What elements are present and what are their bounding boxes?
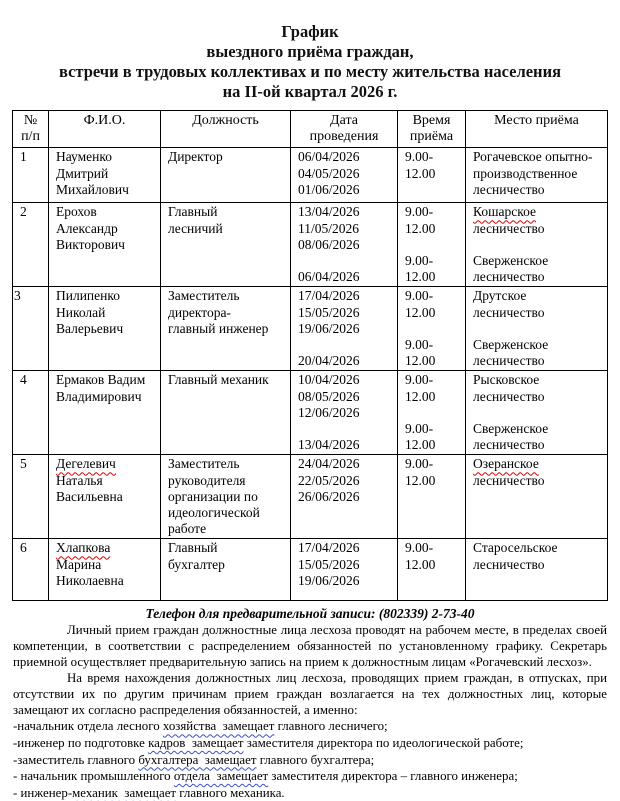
cell-num: 6	[13, 539, 49, 601]
cell-place: Старосельское лесничество	[466, 539, 608, 601]
cell-fio: Пилипенко Николай Валерьевич	[49, 287, 161, 371]
cell-dates: 17/04/2026 15/05/2026 19/06/2026 20/04/2026	[291, 287, 398, 371]
cell-position: Главный бухгалтер	[161, 539, 291, 601]
header-fio: Ф.И.О.	[49, 111, 161, 148]
table-row	[13, 148, 608, 203]
title-line-3: встречи в трудовых коллективах и по месту жительства населения	[58, 62, 562, 81]
cell-place: Друтское лесничество Сверженское лесничество	[466, 287, 608, 371]
substitution-item: -инженер по подготовке кадров замещает заместителя директора по идеологической работе;	[13, 736, 524, 751]
header-position: Должность	[161, 111, 291, 148]
header-time: Время приёма	[398, 111, 466, 148]
substitution-item: -начальник отдела лесного хозяйства замещает главного лесничего;	[13, 719, 388, 734]
grammar-flagged-text: отдела замещает	[173, 769, 269, 784]
cell-fio: Дегелевич Наталья Васильевна	[49, 455, 161, 539]
table-row	[13, 539, 608, 601]
misspelled-word: Дегелевич	[56, 456, 116, 472]
grammar-flagged-text: кадров замещает	[148, 736, 244, 751]
paragraph-reception-info: Личный прием граждан должностные лица лесхоза проводят на рабочем месте, в пределах своей компетенции, в соответствии с распределением обязанностей по установленному графику. Секретарь приемной осуществляет предварительную запись на прием к должностным лицам «Рогачевский лесхоз».	[13, 623, 607, 670]
cell-fio: Хлапкова Марина Николаевна	[49, 539, 161, 601]
substitution-item: - инженер-механик замещает главного механика.	[13, 785, 285, 800]
cell-times: 9.00- 12.00 9.00- 12.00	[398, 287, 466, 371]
table-row	[13, 287, 608, 371]
table-row	[13, 371, 608, 455]
cell-position: Директор	[161, 148, 291, 203]
cell-place: Рысковское лесничество Сверженское лесничество	[466, 371, 608, 455]
cell-num: 5	[13, 455, 49, 539]
cell-times: 9.00- 12.00	[398, 148, 466, 203]
substitution-list	[13, 718, 607, 801]
cell-times: 9.00- 12.00	[398, 539, 466, 601]
grammar-flagged-text: хозяйства замещает	[162, 719, 275, 734]
grammar-flagged-text: механик замещает	[72, 785, 177, 800]
header-num: № п/п	[13, 111, 49, 148]
cell-position: Заместитель директора- главный инженер	[161, 287, 291, 371]
cell-dates: 06/04/2026 04/05/2026 01/06/2026	[291, 148, 398, 203]
table-row	[13, 203, 608, 287]
cell-place: Кошарское лесничество Сверженское лесничество	[466, 203, 608, 287]
misspelled-word: Хлапкова	[56, 540, 111, 556]
cell-place: Озеранское лесничество	[466, 455, 608, 539]
title-line-1: График	[281, 22, 339, 41]
cell-position: Заместитель руководителя организации по идеологической работе	[161, 455, 291, 539]
cell-position: Главный лесничий	[161, 203, 291, 287]
cell-dates: 10/04/2026 08/05/2026 12/06/2026 13/04/2026	[291, 371, 398, 455]
cell-num: 3	[13, 287, 49, 371]
cell-place: Рогачевское опытно- производственное лесничество	[466, 148, 608, 203]
table-header-row	[13, 111, 608, 148]
document-title	[0, 22, 620, 102]
cell-num: 2	[13, 203, 49, 287]
header-date: Дата проведения	[291, 111, 398, 148]
title-line-2: выездного приёма граждан,	[206, 42, 414, 61]
substitution-item: -заместитель главного бухгалтера замещает главного бухгалтера;	[13, 752, 375, 767]
cell-num: 1	[13, 148, 49, 203]
cell-position: Главный механик	[161, 371, 291, 455]
phone-line: Телефон для предварительной записи: (802339) 2-73-40	[145, 606, 475, 622]
header-place: Место приёма	[466, 111, 608, 148]
misspelled-word: Кошарское	[473, 204, 536, 220]
cell-dates: 24/04/2026 22/05/2026 26/06/2026	[291, 455, 398, 539]
cell-dates: 17/04/2026 15/05/2026 19/06/2026	[291, 539, 398, 601]
cell-fio: Ермаков Вадим Владимирович	[49, 371, 161, 455]
grammar-flagged-text: бухгалтера замещает	[138, 752, 257, 767]
cell-dates: 13/04/2026 11/05/2026 08/06/2026 06/04/2026	[291, 203, 398, 287]
cell-times: 9.00- 12.00 9.00- 12.00	[398, 371, 466, 455]
paragraph-substitution-intro: На время нахождения должностных лиц лесхоза, проводящих прием граждан, в отпусках, при отсутствии их по другим причинам прием граждан возлагается на тех должностных лиц, которые замещают их согласно распределения обязанностей, а именно:	[13, 671, 607, 718]
document-page	[0, 22, 620, 798]
table-row	[13, 455, 608, 539]
cell-fio: Ерохов Александр Викторович	[49, 203, 161, 287]
misspelled-word: Озеранское	[473, 456, 539, 472]
title-line-4: на II-ой квартал 2026 г.	[222, 82, 398, 101]
cell-times: 9.00- 12.00	[398, 455, 466, 539]
reception-schedule-table	[12, 110, 608, 601]
cell-num: 4	[13, 371, 49, 455]
cell-fio: Науменко Дмитрий Михайлович	[49, 148, 161, 203]
substitution-item: - начальник промышленного отдела замещает заместителя директора – главного инженера;	[13, 769, 518, 784]
cell-times: 9.00- 12.00 9.00- 12.00	[398, 203, 466, 287]
